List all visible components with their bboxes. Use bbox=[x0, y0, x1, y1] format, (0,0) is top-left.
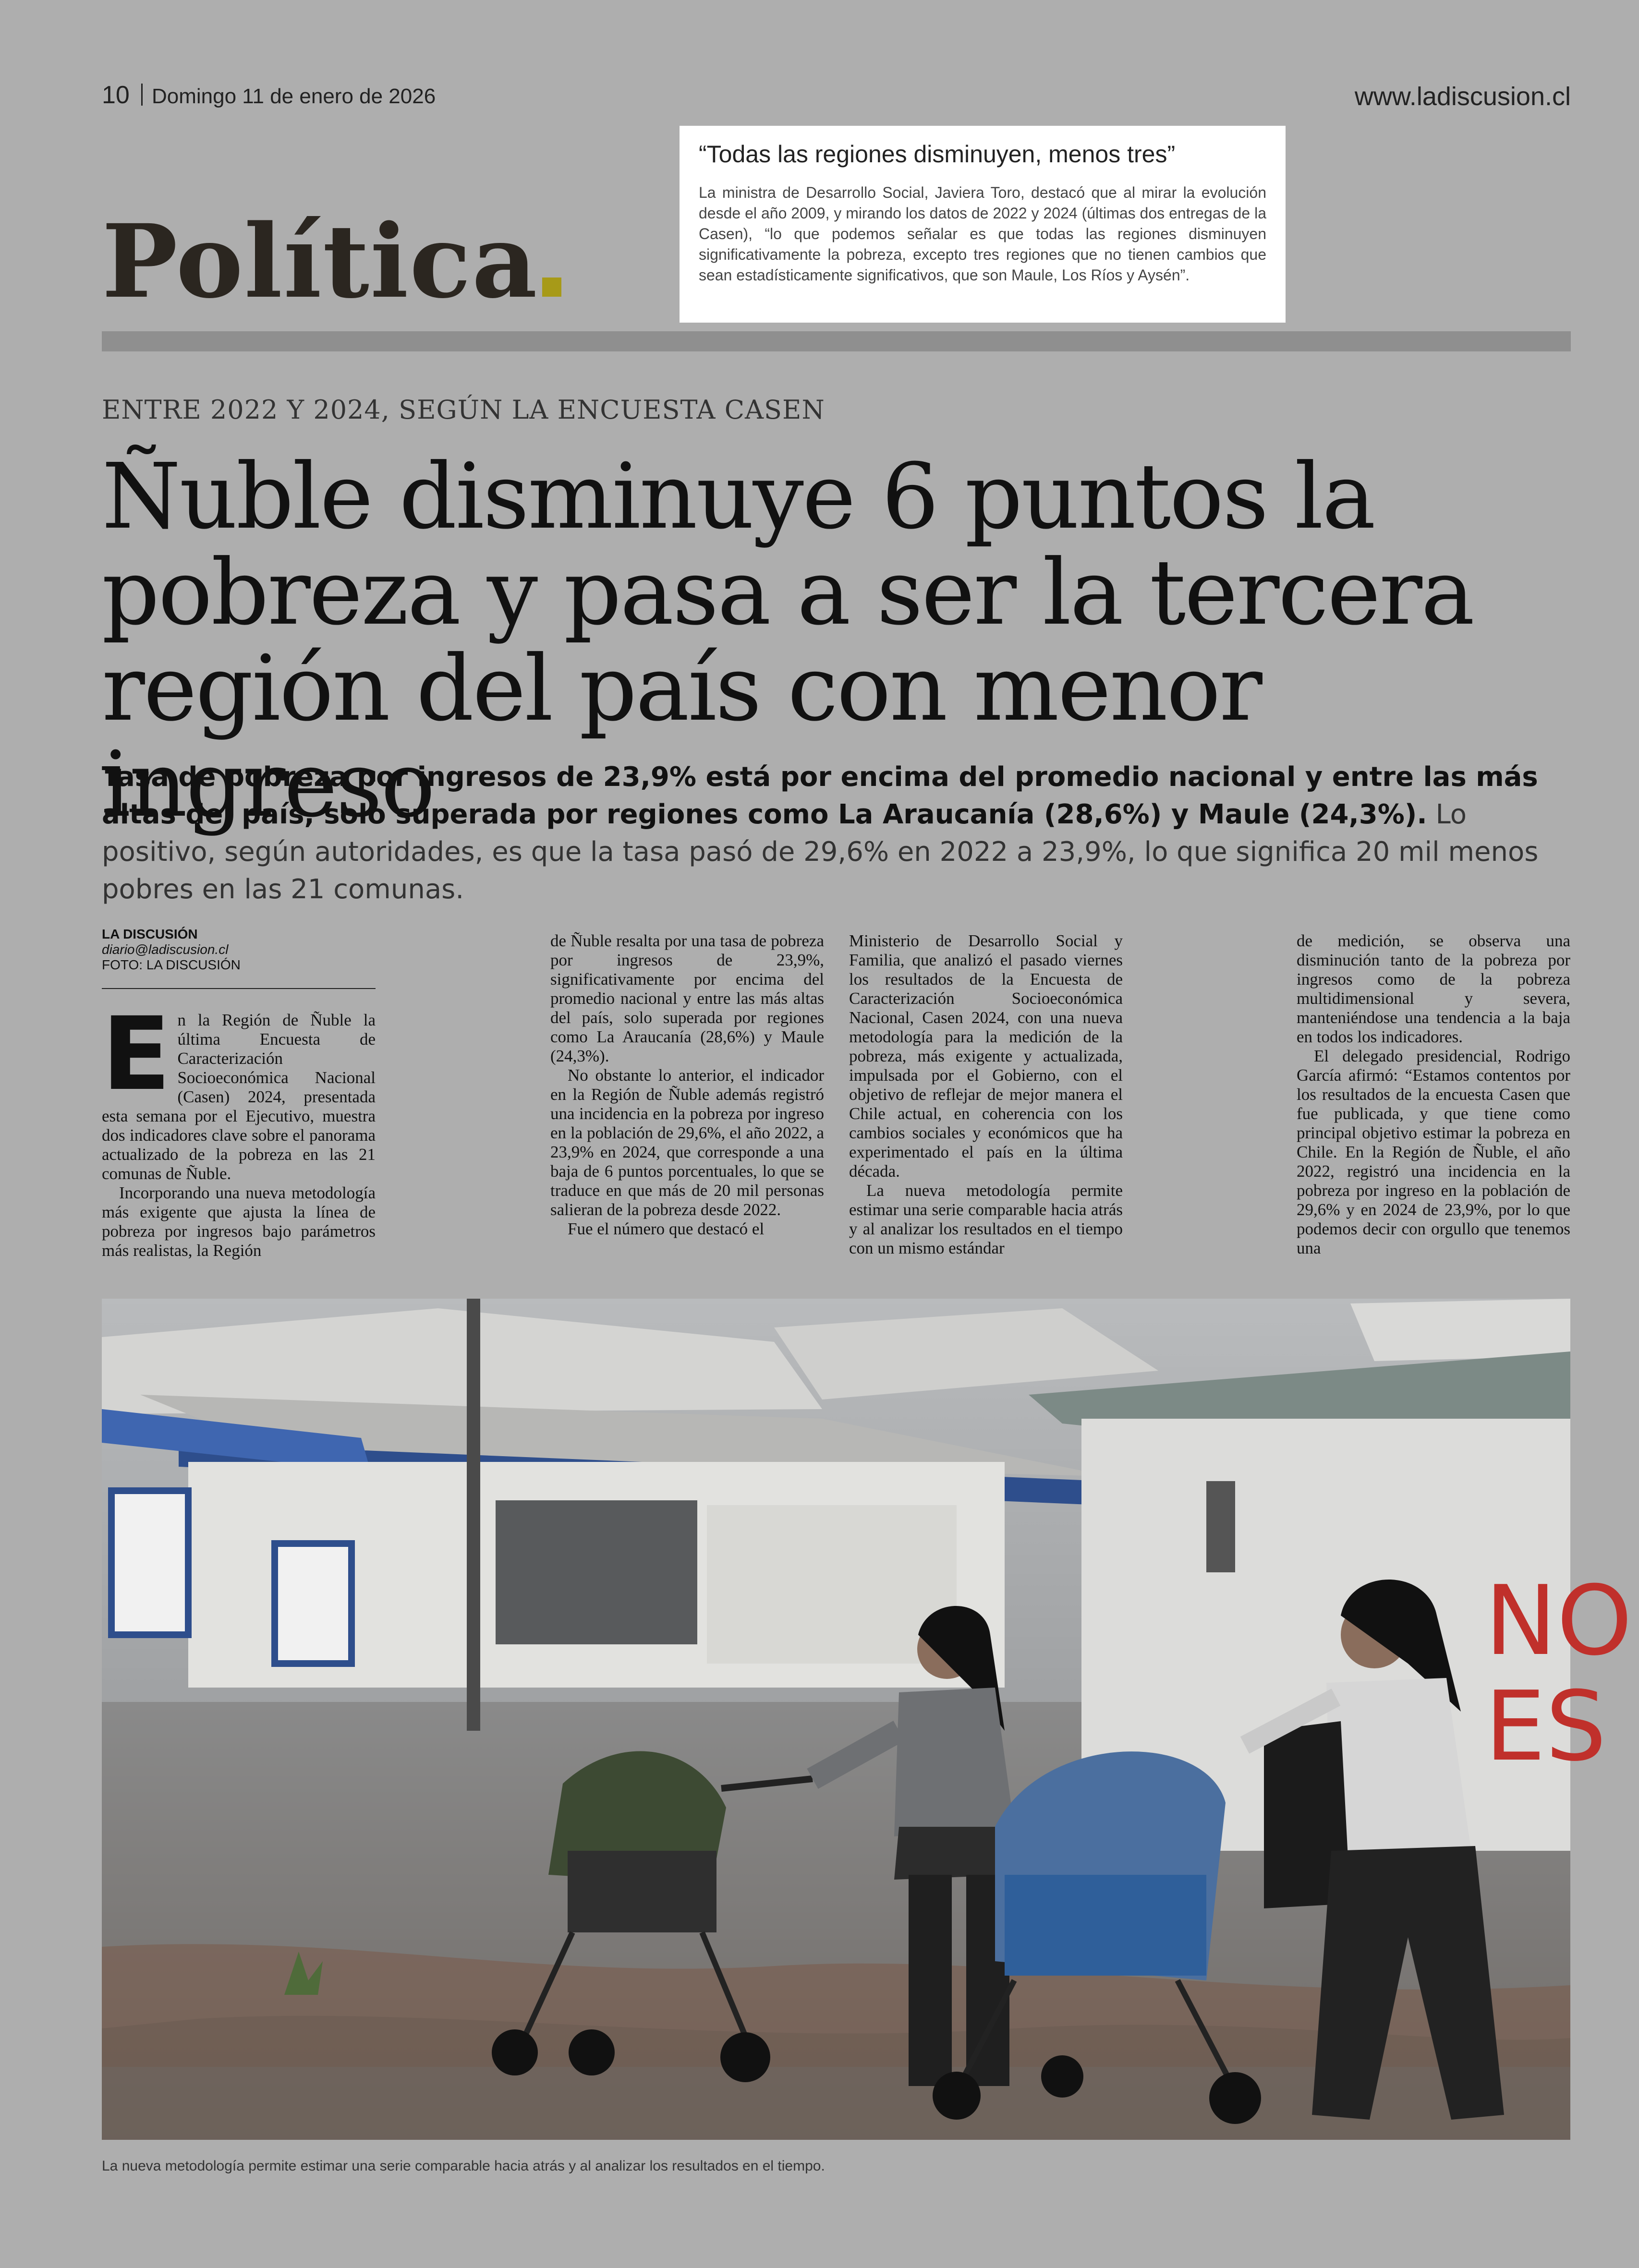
article-column-4 bbox=[1297, 931, 1570, 1258]
dek-rest: Lo positivo, según autoridades, es que la tasa pasó de 29,6% en 2022 a 23,9%, lo que significa 20 mil menos pobres en las 21 comunas. bbox=[102, 799, 1539, 905]
paragraph bbox=[102, 995, 376, 1183]
drop-cap: E bbox=[102, 995, 171, 1113]
byline bbox=[102, 927, 376, 973]
page-header bbox=[102, 77, 1571, 115]
photo-illustration bbox=[102, 1299, 1633, 2140]
byline-email[interactable]: diario@ladiscusion.cl bbox=[102, 942, 229, 957]
article-kicker: ENTRE 2022 Y 2024, SEGÚN LA ENCUESTA CASEN bbox=[102, 395, 825, 425]
paragraph: Ministerio de Desarrollo Social y Familia, que analizó el pasado viernes los resultados de la Encuesta de Caracterización Socioeconómica Nacional, Casen 2024, con una nueva metodología para la medición de la pobreza, más exigente y actualizada, impulsada por el Gobierno, con el objetivo de reflejar de mejor manera el Chile actual, en coherencia con los cambios sociales y económicos que ha experimentado el país en la última década. bbox=[849, 931, 1123, 1181]
byline-name: LA DISCUSIÓN bbox=[102, 927, 198, 941]
site-url-link[interactable]: www.ladiscusion.cl bbox=[1354, 82, 1571, 111]
article-dek bbox=[102, 759, 1571, 908]
graffiti-no: NO bbox=[1485, 1565, 1633, 1677]
section-title bbox=[102, 202, 561, 321]
page-number: 10 bbox=[102, 81, 130, 109]
paragraph: Fue el número que destacó el bbox=[568, 1219, 765, 1238]
quote-body: La ministra de Desarrollo Social, Javiera Toro, destacó que al mirar la evolución desde el año 2009, y mirando los datos de 2022 y 2024 (últimas dos entregas de la Casen), “lo que podemos señalar es que todas las regiones disminuyen significativamente la pobreza, excepto tres regiones que no tienen cambios que sean estadísticamente significativos, que son Maule, Los Ríos y Aysén”. bbox=[699, 184, 1266, 284]
article-headline: Ñuble disminuye 6 puntos la pobreza y pasa a ser la tercera región del país con menor ingreso bbox=[102, 444, 1473, 837]
paragraph: de Ñuble resalta por una tasa de pobreza por ingresos de 23,9%, significativamente por encima del promedio nacional y entre las más altas del país, solo superada por regiones como La Araucanía (28,6%) y Maule (24,3%). bbox=[550, 931, 824, 1065]
paragraph-text: n la Región de Ñuble la última Encuesta de Caracterización Socioeconómica Nacional (Casen) 2024, presentada esta semana por el Ejecutivo, muestra dos indicadores clave sobre el panorama actualizado de la pobreza en las 21 comunas de Ñuble. bbox=[102, 1011, 376, 1183]
article-column-2 bbox=[550, 931, 824, 1239]
section-divider bbox=[102, 331, 1571, 351]
article-column-1 bbox=[102, 995, 376, 1260]
article-photo bbox=[102, 1299, 1633, 2140]
graffiti-es: ES bbox=[1485, 1671, 1607, 1783]
quote-title: “Todas las regiones disminuyen, menos tres” bbox=[699, 141, 1176, 168]
byline-rule bbox=[102, 988, 376, 989]
paragraph: Incorporando una nueva metodología más exigente que ajusta la línea de pobreza por ingresos bajo parámetros más realistas, la Región bbox=[102, 1183, 376, 1260]
quote-box bbox=[680, 126, 1286, 323]
section-dot-icon bbox=[542, 277, 561, 297]
section-title-text: Política bbox=[102, 202, 538, 321]
article-column-3 bbox=[849, 931, 1123, 1258]
paragraph: No obstante lo anterior, el indicador en la Región de Ñuble además registró una incidencia en la pobreza por ingreso en la población de 29,6%, el año 2022, a 23,9% en 2024, que corresponde a una baja de 6 puntos porcentuales, lo que se traduce en que más de 20 mil personas salieran de la pobreza desde 2022. bbox=[550, 1066, 824, 1219]
photo-caption: La nueva metodología permite estimar una serie comparable hacia atrás y al analizar los resultados en el tiempo. bbox=[102, 2158, 825, 2174]
paragraph: La nueva metodología permite estimar una serie comparable hacia atrás y al analizar los resultados en el tiempo con un mismo estándar bbox=[849, 1181, 1123, 1257]
header-separator bbox=[141, 84, 143, 106]
paragraph: de medición, se observa una disminución tanto de la pobreza por ingresos como de la pobreza multidimensional y severa, manteniéndose una tendencia a la baja en todos los indicadores. bbox=[1297, 931, 1570, 1046]
byline-photo-credit: FOTO: LA DISCUSIÓN bbox=[102, 957, 241, 972]
issue-date: Domingo 11 de enero de 2026 bbox=[152, 84, 436, 108]
dek-bold: Tasa de pobreza por ingresos de 23,9% está por encima del promedio nacional y entre las más altas del país, solo superada por regiones como La Araucanía (28,6%) y Maule (24,3%). bbox=[102, 761, 1538, 830]
paragraph: El delegado presidencial, Rodrigo García afirmó: “Estamos contentos por los resultados de la encuesta Casen que fue publicada, y que tiene como principal objetivo estimar la pobreza en Chile. En la Región de Ñuble, el año 2022, registró una incidencia en la pobreza por ingreso en la población de 29,6% y en 2024 de 23,9%, por lo que podemos decir con orgullo que tenemos una bbox=[1297, 1047, 1570, 1257]
